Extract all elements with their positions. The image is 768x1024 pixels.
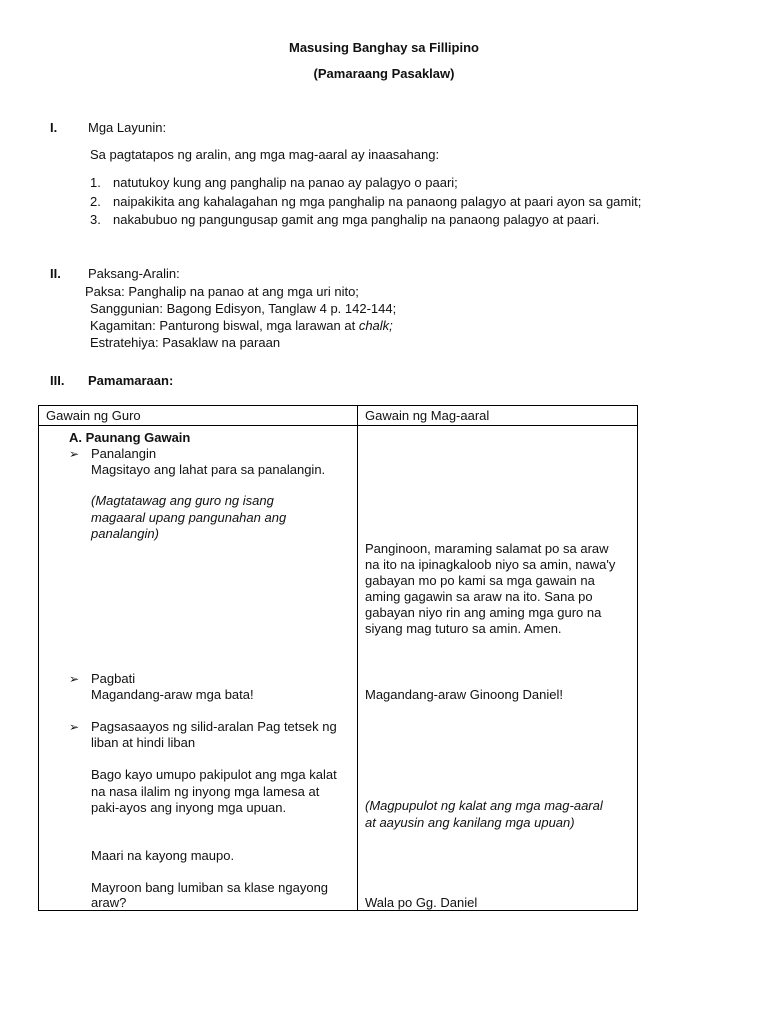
wala-text: Wala po Gg. Daniel [365, 895, 478, 910]
section1-intro: Sa pagtatapos ng aralin, ang mga mag-aaral ay inaasahang: [90, 147, 440, 162]
lumiban-text: araw? [91, 895, 127, 910]
objective-num: 2. [90, 194, 101, 209]
bullet-arrow-icon: ➢ [69, 672, 80, 686]
col2-header: Gawain ng Mag-aaral [365, 408, 490, 423]
panalangin-note: panalangin) [91, 526, 159, 541]
dasal-text: Panginoon, maraming salamat po sa araw [365, 541, 609, 556]
bago-text: paki-ayos ang inyong mga upuan. [91, 800, 287, 815]
header-divider [39, 425, 637, 426]
sanggunian-line: Sanggunian: Bagong Edisyon, Tanglaw 4 p. 142-144; [90, 301, 397, 316]
pagbati-text: Magandang-araw mga bata! [91, 687, 254, 702]
section-a-heading: A. Paunang Gawain [69, 430, 191, 445]
pagsasaayos-label: Pagsasaayos ng silid-aralan Pag tetsek ng [91, 719, 337, 734]
lesson-table [38, 405, 638, 911]
objective-num: 3. [90, 212, 101, 227]
panalangin-text: Magsitayo ang lahat para sa panalangin. [91, 462, 326, 477]
section1-numeral: I. [50, 120, 58, 135]
lumiban-text: Mayroon bang lumiban sa klase ngayong [91, 880, 329, 895]
kagamitan-italic: chalk; [358, 318, 393, 333]
panalangin-note: (Magtatawag ang guro ng isang [91, 493, 274, 508]
kalat-note: at aayusin ang kanilang mga upuan) [365, 815, 575, 830]
objective-text: natutukoy kung ang panghalip na panao ay palagyo o paari; [113, 175, 458, 190]
bago-text: Bago kayo umupo pakipulot ang mga kalat [91, 767, 337, 782]
bullet-arrow-icon: ➢ [69, 720, 80, 734]
kagamitan-text: Kagamitan: Panturong biswal, mga larawan at [90, 318, 359, 333]
section3-numeral: III. [50, 373, 65, 388]
bullet-arrow-icon: ➢ [69, 447, 80, 461]
pagsasaayos-label: liban at hindi liban [91, 735, 196, 750]
kalat-note: (Magpupulot ng kalat ang mga mag-aaral [365, 798, 603, 813]
maupo-text: Maari na kayong maupo. [91, 848, 235, 863]
dasal-text: gabayan niyo rin ang aming mga guro na [365, 605, 602, 620]
page-subtitle: (Pamaraang Pasaklaw) [313, 66, 455, 81]
bago-text: na nasa ilalim ng inyong mga lamesa at [91, 784, 320, 799]
dasal-text: na ito na ipinagkaloob niyo sa amin, nawa'y [365, 557, 616, 572]
page-title: Masusing Banghay sa Fillipino [289, 40, 479, 55]
estratehiya-line: Estratehiya: Pasaklaw na paraan [90, 335, 281, 350]
column-divider [357, 406, 358, 910]
section2-numeral: II. [50, 266, 61, 281]
panalangin-label: Panalangin [91, 446, 157, 461]
dasal-text: aming gagawin sa araw na ito. Sana po [365, 589, 593, 604]
pagbati-sagot: Magandang-araw Ginoong Daniel! [365, 687, 564, 702]
dasal-text: gabayan mo po kami sa mga gawain na [365, 573, 595, 588]
pagbati-label: Pagbati [91, 671, 136, 686]
section3-heading: Pamamaraan: [88, 373, 174, 388]
objective-text: nakabubuo ng pangungusap gamit ang mga panghalip na panaong palagyo at paari. [113, 212, 600, 227]
paksa-line: Paksa: Panghalip na panao at ang mga uri nito; [85, 284, 359, 299]
objective-text: naipakikita ang kahalagahan ng mga panghalip na panaong palagyo at paari ayon sa gamit; [113, 194, 642, 209]
objective-num: 1. [90, 175, 101, 190]
kagamitan-line [90, 318, 393, 334]
panalangin-note: magaaral upang pangunahan ang [91, 510, 287, 525]
dasal-text: siyang mag tuturo sa amin. Amen. [365, 621, 562, 636]
col1-header: Gawain ng Guro [46, 408, 141, 423]
section1-heading: Mga Layunin: [88, 120, 167, 135]
section2-heading: Paksang-Aralin: [88, 266, 180, 281]
